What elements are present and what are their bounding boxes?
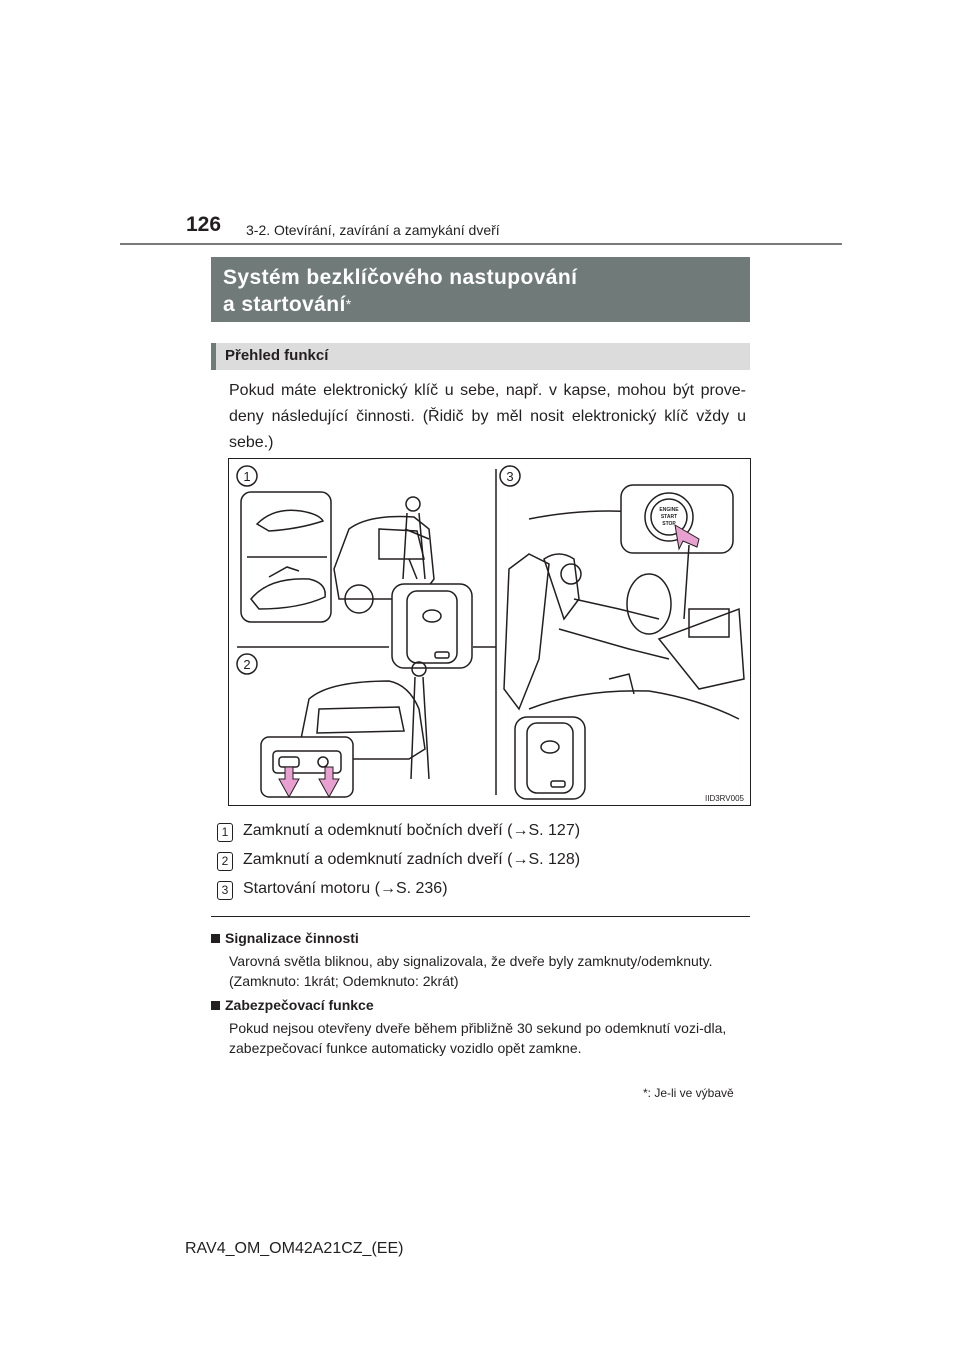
page-title <box>223 264 577 318</box>
document-code: RAV4_OM_OM42A21CZ_(EE) <box>185 1240 404 1257</box>
list-item-text: Zamknutí a odemknutí zadních dveří (→S. 128) <box>243 851 581 868</box>
title-line-2: a startování <box>223 293 346 316</box>
list-number-badge: 3 <box>217 881 233 900</box>
section-divider <box>211 916 750 917</box>
note-body: Pokud nejsou otevřeny dveře během přibližně 30 sekund po odemknutí vozi-dla, zabezpečovací funkce automaticky vozidlo opět zamkne. <box>229 1020 727 1056</box>
subheading-accent <box>211 343 216 370</box>
figure-code: IID3RV005 <box>705 794 744 803</box>
illustration <box>228 458 751 806</box>
footnote: *: Je-li ve výbavě <box>643 1086 734 1100</box>
button-text-stop: STOP <box>662 521 676 527</box>
smart-key-inset-1 <box>392 584 472 668</box>
subheading-box <box>211 343 750 370</box>
title-line-1: Systém bezklíčového nastupování <box>223 266 578 289</box>
figure-label-2: 2 <box>243 657 251 672</box>
list-item-text: Zamknutí a odemknutí bočních dveří (→S. 127) <box>243 822 581 839</box>
section-title: 3-2. Otevírání, zavírání a zamykání dveří <box>246 222 500 238</box>
square-bullet-icon <box>211 934 220 943</box>
list-number-badge: 1 <box>217 823 233 842</box>
note-heading-text: Zabezpečovací funkce <box>225 997 374 1013</box>
note-body: Varovná světla bliknou, aby signalizovala, že dveře byly zamknuty/odemknuty. (Zamknuto: 1krát; Odemknuto: 2krát) <box>229 953 713 989</box>
figure-label-1: 1 <box>243 469 251 484</box>
header-divider <box>120 243 842 245</box>
intro-paragraph: Pokud máte elektronický klíč u sebe, např. v kapse, mohou být prove-deny následující činnosti. (Řidič by měl nosit elektronický klíč vždy u sebe.) <box>229 382 746 451</box>
button-text-start: START <box>660 514 678 520</box>
button-text-engine: ENGINE <box>659 507 679 513</box>
square-bullet-icon <box>211 1001 220 1010</box>
figure-label-3: 3 <box>506 469 514 484</box>
page-title-box <box>211 257 750 322</box>
note-heading-text: Signalizace činnosti <box>225 930 359 946</box>
page-number: 126 <box>186 213 222 236</box>
footnote-star: * <box>345 296 352 312</box>
smart-key-inset-3 <box>515 717 585 799</box>
subheading: Přehled funkcí <box>225 347 329 364</box>
trunk-button-inset <box>261 737 353 797</box>
list-number-badge: 2 <box>217 852 233 871</box>
illustration-drawing <box>229 459 750 805</box>
list-item-text: Startování motoru (→S. 236) <box>243 880 448 897</box>
note-heading <box>211 930 359 946</box>
note-heading <box>211 997 374 1013</box>
